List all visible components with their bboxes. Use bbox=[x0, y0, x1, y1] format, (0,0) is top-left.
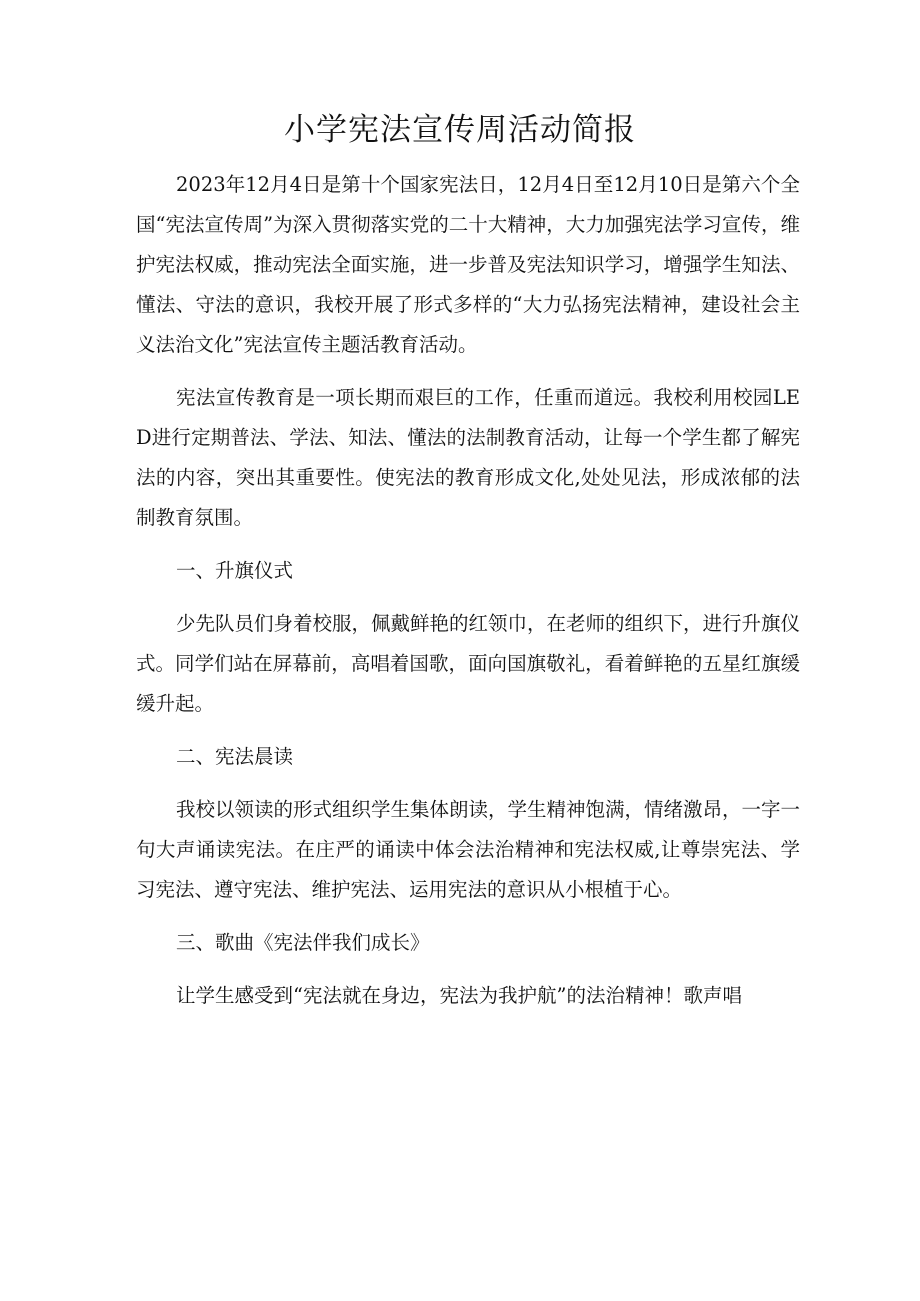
section-text-morning-reading: 我校以领读的形式组织学生集体朗读，学生精神饱满，情绪激昂，一字一句大声诵读宪法。在庄严的诵读中体会法治精神和宪法权威,让尊崇宪法、学习宪法、遵守宪法、维护宪法、运用宪法的意识从小根植于心。 bbox=[136, 798, 801, 901]
document-title: 小学宪法宣传周活动简报 bbox=[284, 112, 636, 148]
section-heading-flag-ceremony: 一、升旗仪式 bbox=[176, 559, 294, 582]
section-heading-morning-reading: 二、宪法晨读 bbox=[176, 745, 294, 768]
section-heading-song: 三、歌曲《宪法伴我们成长》 bbox=[176, 931, 430, 954]
document-body bbox=[136, 165, 800, 1029]
section-text-flag-ceremony: 少先队员们身着校服，佩戴鲜艳的红领巾，在老师的组织下，进行升旗仪式。同学们站在屏幕前，高唱着国歌，面向国旗敬礼，看着鲜艳的五星红旗缓缓升起。 bbox=[136, 612, 801, 715]
intro-paragraph: 2023年12月4日是第十个国家宪法日，12月4日至12月10日是第六个全国“宪法宣传周”为深入贯彻落实党的二十大精神，大力加强宪法学习宣传，维护宪法权威，推动宪法全面实施，进一步普及宪法知识学习，增强学生知法、懂法、守法的意识，我校开展了形式多样的“大力弘扬宪法精神，建设社会主义法治文化”宪法宣传主题活教育活动。 bbox=[136, 173, 800, 356]
section-text-song: 让学生感受到“宪法就在身边，宪法为我护航”的法治精神！歌声唱 bbox=[176, 984, 742, 1007]
education-paragraph: 宪法宣传教育是一项长期而艰巨的工作，任重而道远。我校利用校园LED进行定期普法、学法、知法、懂法的法制教育活动，让每一个学生都了解宪法的内容，突出其重要性。使宪法的教育形成文化,处处见法，形成浓郁的法制教育氛围。 bbox=[136, 386, 800, 529]
